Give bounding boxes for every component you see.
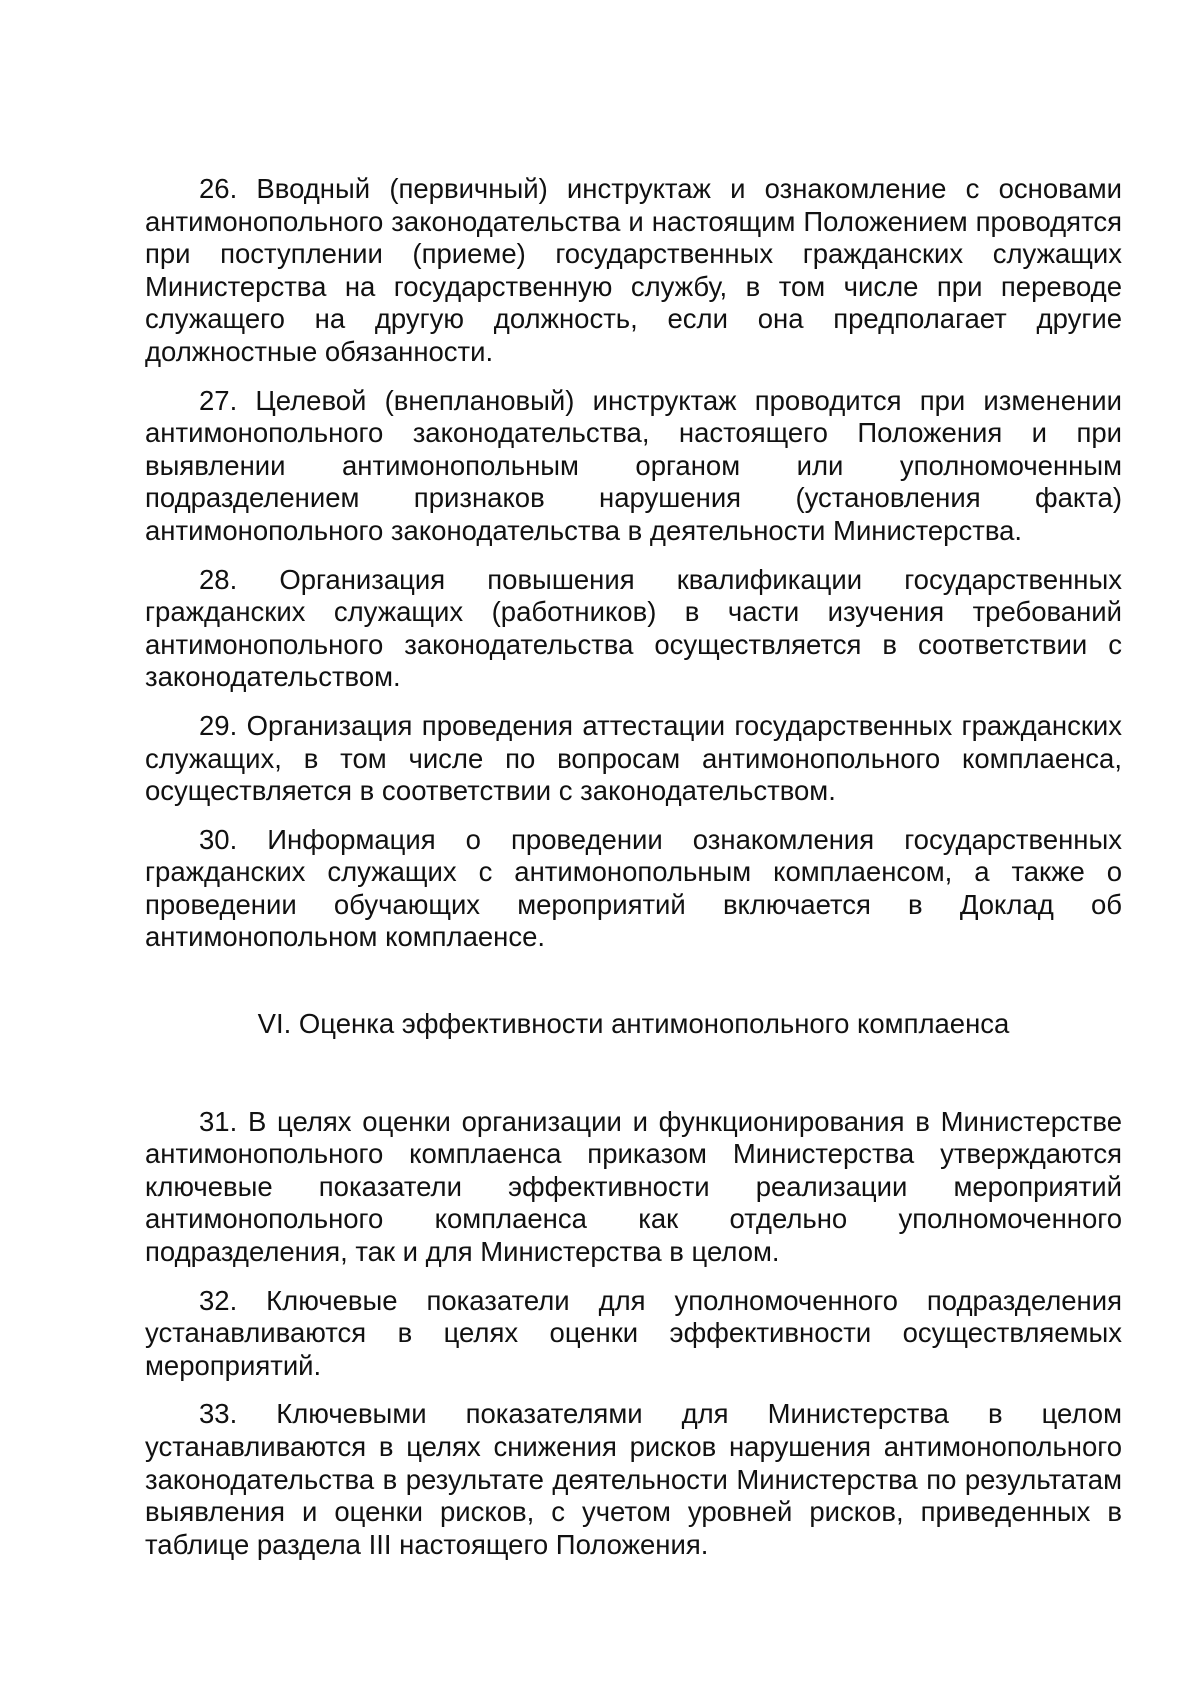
- paragraph-32: 32. Ключевые показатели для уполномоченного подразделения устанавливаются в целях оценки эффективности осуществляемых мероприятий.: [145, 1284, 1122, 1381]
- paragraph-29: 29. Организация проведения аттестации государственных гражданских служащих, в том числе по вопросам антимонопольного комплаенса, осуществляется в соответствии с законодательством.: [145, 709, 1122, 807]
- paragraph-28: 28. Организация повышения квалификации государственных гражданских служащих (работников) в части изучения требований антимонопольного законодательства осуществляется в соответствии с законодательством.: [145, 563, 1122, 693]
- paragraph-26: 26. Вводный (первичный) инструктаж и ознакомление с основами антимонопольного законодательства и настоящим Положением проводятся при поступлении (приеме) государственных гражданских служащих Министерства на государственную службу, в том числе при переводе служащего на другую должность, если она предполагает другие должностные обязанности.: [145, 173, 1122, 367]
- paragraph-30: 30. Информация о проведении ознакомления государственных гражданских служащих с антимонопольным комплаенсом, а также о проведении обучающих мероприятий включается в Доклад об антимонопольном комплаенсе.: [145, 823, 1122, 953]
- paragraph-33: 33. Ключевыми показателями для Министерства в целом устанавливаются в целях снижения рисков нарушения антимонопольного законодательства в результате деятельности Министерства по результатам выявления и оценки рисков, с учетом уровней рисков, приведенных в таблице раздела III настоящего Положения.: [145, 1398, 1122, 1560]
- section-heading: VI. Оценка эффективности антимонопольного комплаенса: [257, 1008, 1010, 1040]
- paragraph-27: 27. Целевой (внеплановый) инструктаж проводится при изменении антимонопольного законодательства, настоящего Положения и при выявлении антимонопольным органом или уполномоченным подразделением признаков нарушения (установления факта) антимонопольного законодательства в деятельности Министерства.: [145, 384, 1122, 546]
- paragraph-31: 31. В целях оценки организации и функционирования в Министерстве антимонопольного комплаенса приказом Министерства утверждаются ключевые показатели эффективности реализации мероприятий антимонопольного комплаенса как отдельно уполномоченного подразделения, так и для Министерства в целом.: [145, 1105, 1122, 1268]
- document-page: [145, 173, 1122, 1561]
